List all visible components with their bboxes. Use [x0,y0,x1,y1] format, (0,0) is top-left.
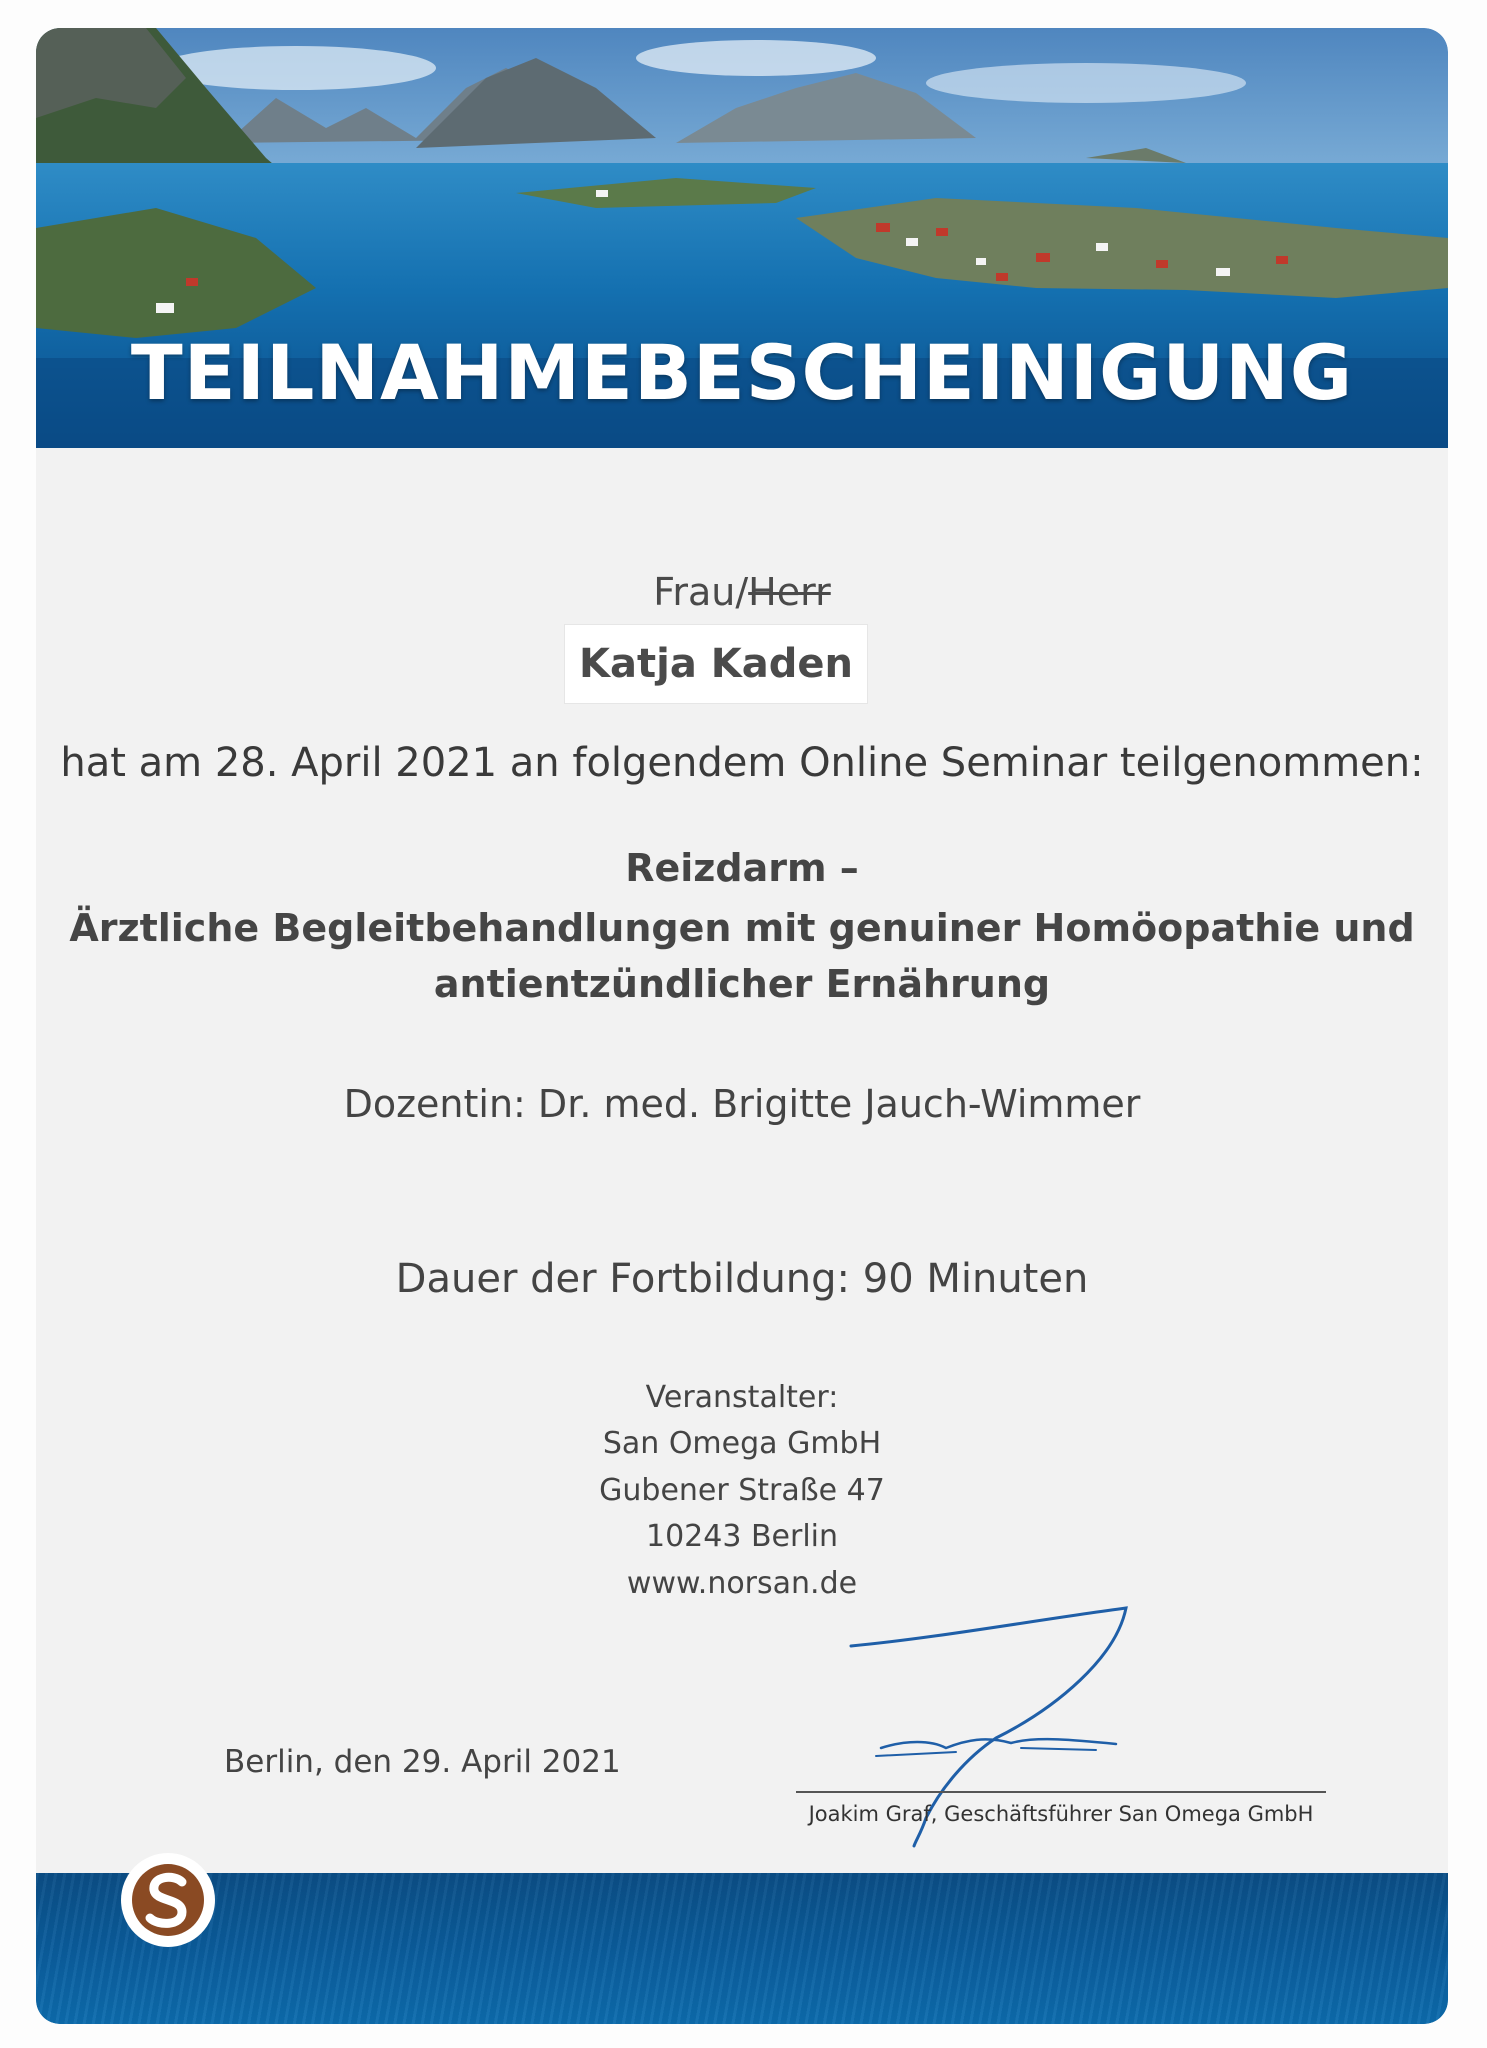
san-omega-s-logo-icon [124,1856,212,1944]
footer-band [36,1873,1448,2024]
participant-name-box [564,624,868,704]
salutation-prefix: Frau/ [653,570,749,614]
lecturer: Dozentin: Dr. med. Brigitte Jauch-Wimmer [343,1082,1141,1126]
organizer-label: Veranstalter: [645,1380,839,1415]
certificate-page [36,28,1448,2024]
signatory-caption: Joakim Graf, Geschäftsführer San Omega GmbH [808,1802,1314,1826]
organizer-street: Gubener Straße 47 [599,1473,885,1508]
course-title-line: Ärztliche Begleitbehandlungen mit genuiner Homöopathie und [69,906,1415,950]
course-duration: Dauer der Fortbildung: 90 Minuten [395,1256,1089,1302]
course-title-line: antientzündlicher Ernährung [433,962,1051,1006]
organizer-city: 10243 Berlin [645,1519,839,1554]
organizer-company: San Omega GmbH [602,1426,882,1461]
salutation [36,570,1448,614]
salutation-struck: Herr [748,570,831,614]
header-banner [36,28,1448,448]
course-title-line: Reizdarm – [625,846,859,890]
participant-name: Katja Kaden [579,641,853,687]
place-and-date: Berlin, den 29. April 2021 [224,1744,621,1780]
organizer-website: www.norsan.de [626,1566,858,1601]
certificate-title: TEILNAHMEBESCHEINIGUNG [130,328,1354,417]
signature-line [796,1791,1326,1793]
participation-statement: hat am 28. April 2021 an folgendem Online Seminar teilgenommen: [60,740,1424,786]
